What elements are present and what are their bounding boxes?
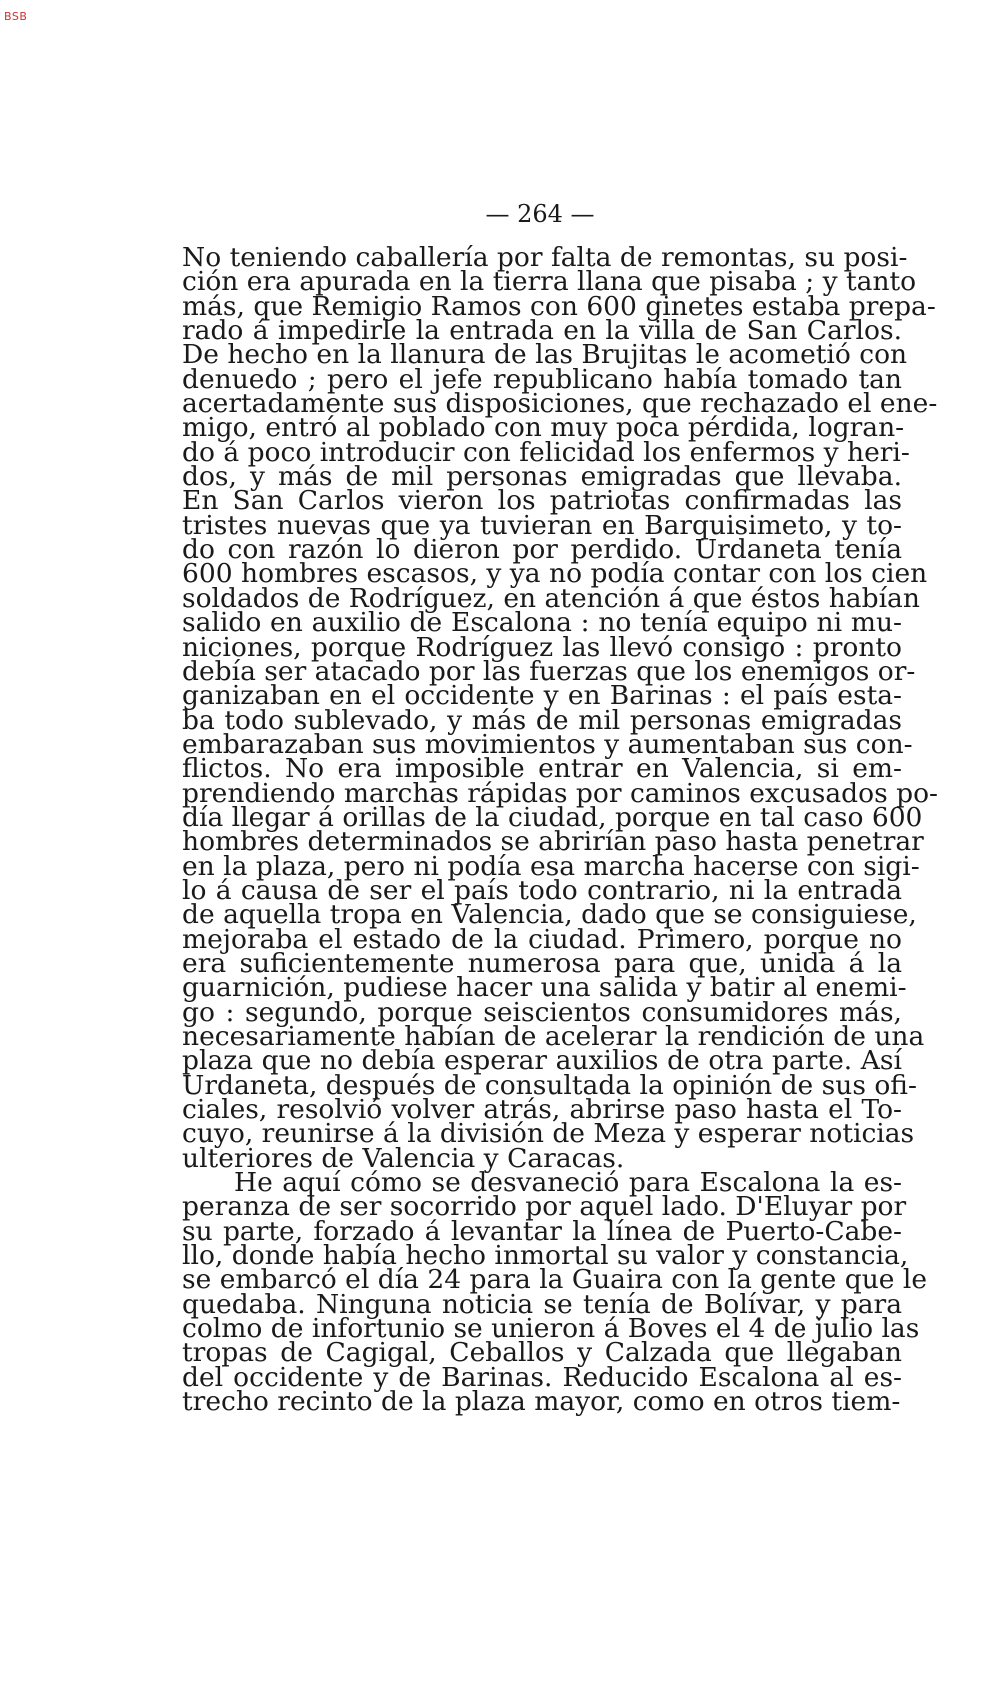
text-line: go : segundo, porque seiscientos consumidores más, [182, 996, 902, 1028]
text-line: era suficientemente numerosa para que, unida á la [182, 947, 902, 979]
text-line: plaza que no debía esperar auxilios de otra parte. Así [182, 1045, 902, 1077]
text-line: migo, entró al poblado con muy poca pérdida, logran- [182, 412, 905, 444]
body-text [182, 242, 938, 1418]
text-line: ciales, resolvió volver atrás, abrirse paso hasta el To- [182, 1094, 902, 1126]
text-line: colmo de infortunio se unieron á Boves el 4 de julio las [182, 1313, 920, 1345]
text-line: 600 hombres escasos, y ya no podía contar con los cien [182, 558, 928, 590]
text-line: De hecho en la llanura de las Brujitas le acometió con [182, 339, 908, 371]
text-line: quedaba. Ninguna noticia se tenía de Bolívar, y para [182, 1288, 902, 1320]
text-line: flictos. No era imposible entrar en Valencia, si em- [182, 753, 902, 785]
text-line: soldados de Rodríguez, en atención á que éstos habían [182, 582, 920, 614]
text-line: lo á causa de ser el país todo contrario, ni la entrada [182, 874, 902, 906]
text-line: trecho recinto de la plaza mayor, como en otros tiem- [182, 1386, 901, 1418]
text-line: acertadamente sus disposiciones, que rechazado el ene- [182, 388, 938, 420]
text-line: ba todo sublevado, y más de mil personas emigradas [182, 704, 902, 736]
text-line: llo, donde había hecho inmortal su valor y constancia, [182, 1240, 909, 1272]
text-line: más, que Remigio Ramos con 600 ginetes estaba prepa- [182, 290, 936, 322]
text-line: niciones, porque Rodríguez las llevó consigo : pronto [182, 631, 902, 663]
text-line: No teniendo caballería por falta de remontas, su posi- [182, 242, 908, 273]
library-watermark: BSB [4, 10, 28, 23]
page-number: — 264 — [485, 200, 595, 228]
text-line: ganizaban en el occidente y en Barinas : el país esta- [182, 680, 902, 712]
text-line: tristes nuevas que ya tuvieran en Barquisimeto, y to- [182, 509, 902, 541]
text-line: salido en auxilio de Escalona : no tenía equipo ni mu- [182, 607, 902, 639]
text-line: He aquí cómo se desvaneció para Escalona la es- [234, 1167, 902, 1199]
text-line: rado á impedirle la entrada en la villa de San Carlos. [182, 315, 902, 347]
text-line: do á poco introducir con felicidad los enfermos y heri- [182, 436, 910, 468]
text-line: cuyo, reunirse á la división de Meza y esperar noticias [182, 1118, 915, 1150]
text-line: En San Carlos vieron los patriotas confirmadas las [182, 485, 902, 517]
text-line: ción era apurada en la tierra llana que pisaba ; y tanto [182, 266, 917, 298]
text-line: en la plaza, pero ni podía esa marcha hacerse con sigi- [182, 850, 920, 882]
text-line: dos, y más de mil personas emigradas que llevaba. [182, 461, 902, 493]
text-line: día llegar á orillas de la ciudad, porque en tal caso 600 [182, 801, 923, 833]
text-line: prendiendo marchas rápidas por caminos excusados po- [182, 777, 938, 809]
text-line: de aquella tropa en Valencia, dado que se consiguiese, [182, 899, 917, 931]
text-line: denuedo ; pero el jefe republicano había tomado tan [182, 363, 902, 395]
text-line: necesariamente habían de acelerar la rendición de una [182, 1021, 925, 1052]
text-line: ulteriores de Valencia y Caracas. [182, 1142, 625, 1174]
text-line: hombres determinados se abrirían paso hasta penetrar [182, 826, 924, 858]
text-line: guarnición, pudiese hacer una salida y batir al enemi- [182, 972, 907, 1004]
text-line: se embarcó el día 24 para la Guaira con la gente que le [182, 1264, 928, 1296]
text-line: Urdaneta, después de consultada la opinión de sus ofi- [182, 1069, 917, 1101]
text-line: peranza de ser socorrido por aquel lado. D'Eluyar por [182, 1191, 907, 1223]
text-line: do con razón lo dieron por perdido. Urdaneta tenía [182, 534, 902, 566]
text-line: tropas de Cagigal, Ceballos y Calzada que llegaban [182, 1337, 902, 1369]
text-line: del occidente y de Barinas. Reducido Escalona al es- [182, 1361, 902, 1393]
text-line: debía ser atacado por las fuerzas que los enemigos or- [182, 655, 916, 687]
text-line: su parte, forzado á levantar la línea de Puerto-Cabe- [182, 1215, 902, 1247]
text-line: embarazaban sus movimientos y aumentaban sus con- [182, 728, 913, 760]
text-line: mejoraba el estado de la ciudad. Primero, porque no [182, 923, 902, 955]
